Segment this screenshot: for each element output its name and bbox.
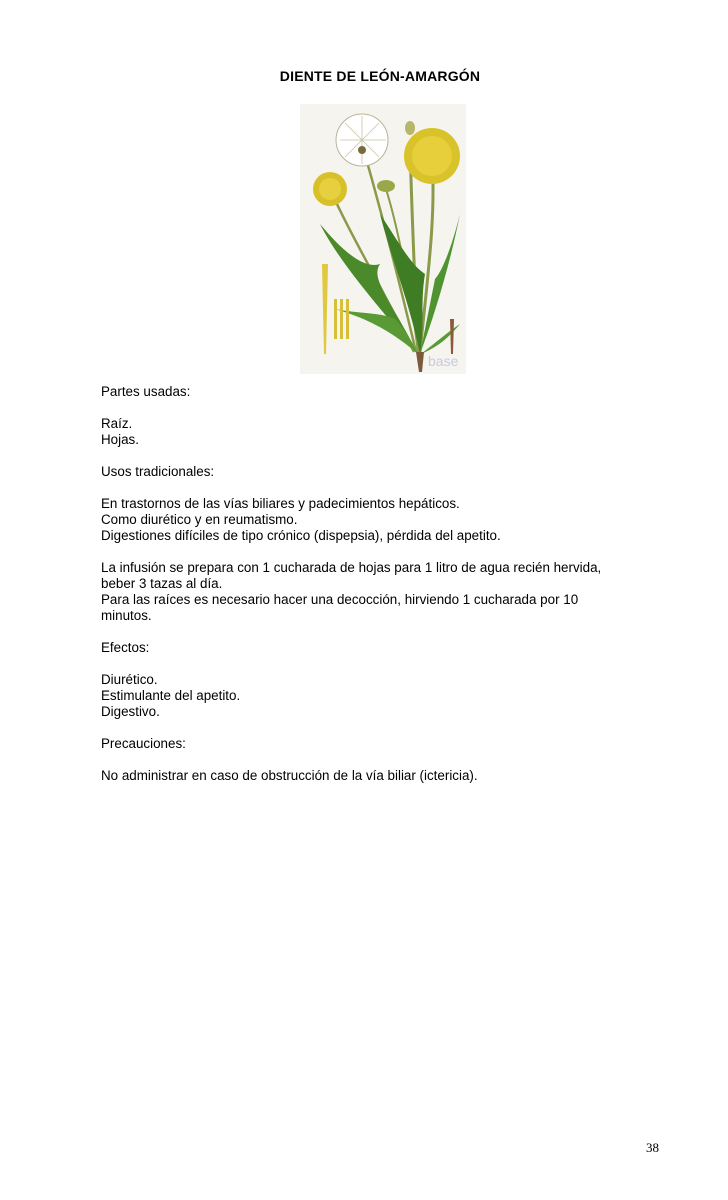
preparation-line: Para las raíces es necesario hacer una decocción, hirviendo 1 cucharada por 10: [101, 592, 579, 607]
preparation-line: minutos.: [101, 608, 152, 623]
list-item: Digestivo.: [101, 704, 160, 719]
watermark-text: base: [428, 353, 459, 369]
body-text: [101, 384, 661, 784]
page-number: 38: [646, 1140, 659, 1155]
section-heading-usos: Usos tradicionales:: [101, 464, 215, 479]
list-item: Estimulante del apetito.: [101, 688, 241, 703]
list-item: Digestiones difíciles de tipo crónico (dispepsia), pérdida del apetito.: [101, 528, 501, 543]
list-item: Diurético.: [101, 672, 158, 687]
list-item: No administrar en caso de obstrucción de la vía biliar (ictericia).: [101, 768, 478, 783]
section-heading-efectos: Efectos:: [101, 640, 150, 655]
preparation-line: La infusión se prepara con 1 cucharada de hojas para 1 litro de agua recién hervida,: [101, 560, 602, 575]
list-item: Hojas.: [101, 432, 139, 447]
list-item: Como diurético y en reumatismo.: [101, 512, 298, 527]
list-item: Raíz.: [101, 416, 133, 431]
section-heading-partes: Partes usadas:: [101, 384, 191, 399]
page-title: DIENTE DE LEÓN-AMARGÓN: [279, 68, 481, 84]
section-heading-precauciones: Precauciones:: [101, 736, 186, 751]
dandelion-illustration: [300, 104, 466, 374]
preparation-line: beber 3 tazas al día.: [101, 576, 223, 591]
list-item: En trastornos de las vías biliares y padecimientos hepáticos.: [101, 496, 460, 511]
